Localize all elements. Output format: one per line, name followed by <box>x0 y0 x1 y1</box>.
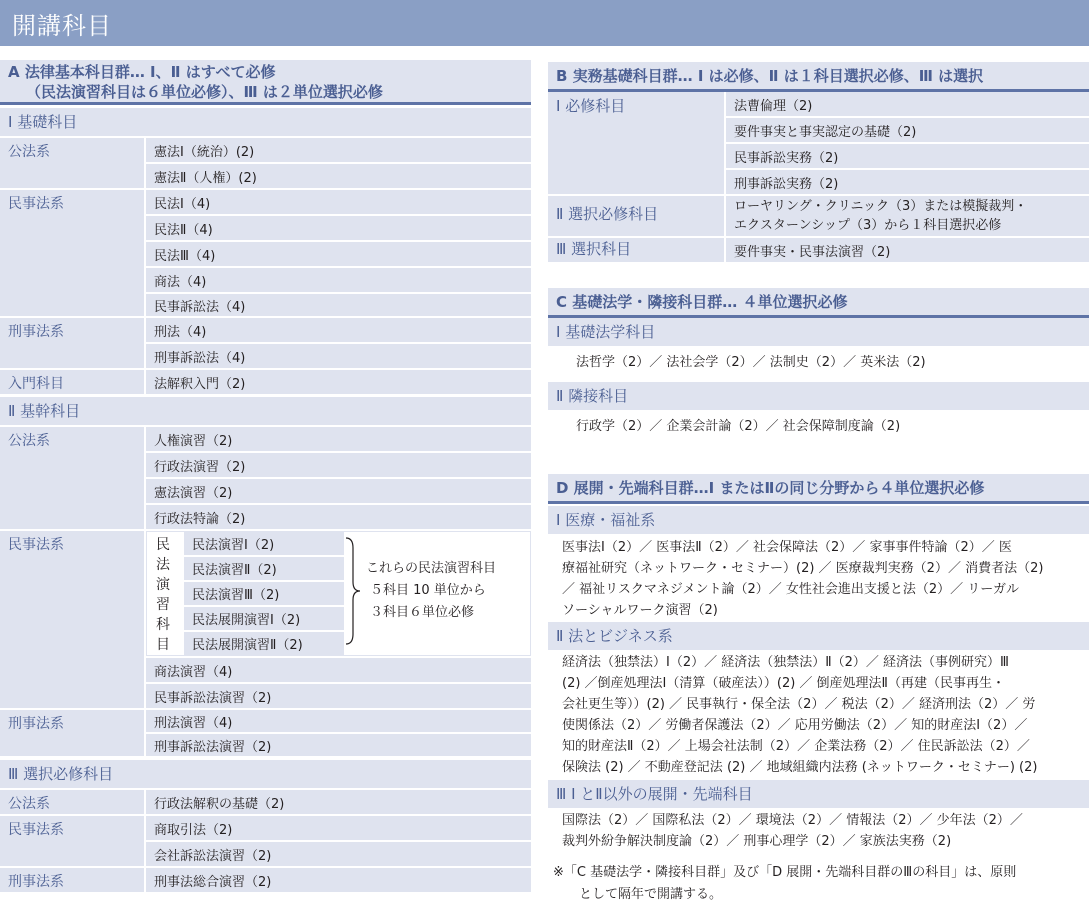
minpo-seminar-item: 民法演習Ⅰ（2) <box>184 532 344 555</box>
course-item-multiline <box>726 196 1089 236</box>
course-list: 法哲学（2）／ 法社会学（2）／ 法制史（2）／ 英米法（2) <box>576 355 926 370</box>
course-item: 法曹倫理（2) <box>726 92 1089 116</box>
subsection-business: Ⅱ 法とビジネス系 <box>548 622 1089 650</box>
course-line: エクスターンシップ（3）から１科目選択必修 <box>734 218 1002 233</box>
minpo-seminar-item: 民法展開演習Ⅰ（2) <box>184 607 344 630</box>
category-criminal-law: 刑事法系 <box>0 868 144 892</box>
category-elective: Ⅲ 選択科目 <box>548 238 724 262</box>
category-required: Ⅰ 必修科目 <box>548 92 724 194</box>
subsection-adjacent: Ⅱ 隣接科目 <box>548 382 1089 410</box>
footnote-line: ※「C 基礎法学・隣接科目群」及び「D 展開・先端科目群のⅢの科目」は、原則 <box>553 865 1017 880</box>
category-civil-law: 民事法系 <box>0 816 144 866</box>
course-list <box>554 810 1089 852</box>
minpo-seminar-note <box>366 558 531 624</box>
page-header <box>0 0 1089 46</box>
minpo-seminar-item: 民法展開演習Ⅱ（2) <box>184 632 344 655</box>
course-item: 民法Ⅱ（4) <box>146 216 531 240</box>
course-item: 刑事訴訟実務（2) <box>726 170 1089 194</box>
note-line: ３科目６単位必修 <box>370 605 475 620</box>
course-item: 商法（4) <box>146 268 531 292</box>
course-line: ローヤリング・クリニック（3）または模擬裁判・ <box>734 199 1028 214</box>
minpo-seminar-item: 民法演習Ⅱ（2) <box>184 557 344 580</box>
course-item: 憲法演習（2) <box>146 479 531 503</box>
note-line: ５科目 10 単位から <box>370 583 486 598</box>
course-line: 国際法（2）／ 国際私法（2）／ 環境法（2）／ 情報法（2）／ 少年法（2）／ <box>562 813 1023 828</box>
category-criminal-law: 刑事法系 <box>0 710 144 756</box>
course-item: 商法演習（4) <box>146 658 531 682</box>
course-item: 憲法Ⅱ（人権）(2) <box>146 164 531 188</box>
group-b-title: B 実務基礎科目群… Ⅰ は必修、Ⅱ は１科目選択必修、Ⅲ は選択 <box>548 62 1089 90</box>
course-item: 商取引法（2) <box>146 816 531 840</box>
subsection-core: Ⅱ 基幹科目 <box>0 397 531 425</box>
course-item: 民法Ⅲ（4) <box>146 242 531 266</box>
subsection-basic-law: Ⅰ 基礎法学科目 <box>548 318 1089 346</box>
subsection-medical: Ⅰ 医療・福祉系 <box>548 506 1089 534</box>
course-line: 知的財産法Ⅱ（2）／ 上場会社法制（2）／ 企業法務（2）／ 住民訴訟法（2）／ <box>562 739 1030 754</box>
course-item: 会社訴訟法演習（2) <box>146 842 531 866</box>
divider <box>0 102 531 105</box>
course-item: 要件事実・民事法演習（2) <box>726 238 1089 262</box>
course-line: 裁判外紛争解決制度論（2）／ 刑事心理学（2）／ 家族法実務（2) <box>562 834 952 849</box>
course-item: 刑法（4) <box>146 318 531 342</box>
category-civil-law: 民事法系 <box>0 190 144 316</box>
course-item: 民法Ⅰ（4) <box>146 190 531 214</box>
category-public-law: 公法系 <box>0 138 144 188</box>
course-item: 人権演習（2) <box>146 427 531 451</box>
group-a-title-line1: A 法律基本科目群… Ⅰ、Ⅱ はすべて必修 <box>8 63 276 81</box>
subsection-required-elective: Ⅲ 選択必修科目 <box>0 760 531 788</box>
course-line: 会社更生等））(2) ／ 民事執行・保全法（2）／ 税法（2）／ 経済刑法（2）／ 労 <box>562 697 1036 712</box>
category-public-law: 公法系 <box>0 790 144 814</box>
category-criminal-law: 刑事法系 <box>0 318 144 368</box>
page-title: 開講科目 <box>12 12 112 40</box>
course-item: 民事訴訟法（4) <box>146 294 531 316</box>
course-item: 行政法解釈の基礎（2) <box>146 790 531 814</box>
course-item: 刑事訴訟法（4) <box>146 344 531 368</box>
course-item: 法解釈入門（2) <box>146 370 531 394</box>
group-a-title-line2: （民法演習科目は６単位必修）、Ⅲ は２単位選択必修 <box>26 83 383 101</box>
course-line: (2) ／倒産処理法Ⅰ（清算（破産法））(2) ／ 倒産処理法Ⅱ（再建（民事再生・ <box>562 676 1005 691</box>
course-item: 刑法演習（4) <box>146 710 531 732</box>
category-public-law: 公法系 <box>0 427 144 529</box>
curly-brace <box>344 536 362 646</box>
group-d-title: D 展開・先端科目群…Ⅰ またはⅡの同じ分野から４単位選択必修 <box>548 474 1089 502</box>
course-item: 要件事実と事実認定の基礎（2) <box>726 118 1089 142</box>
course-list <box>554 537 1089 621</box>
footnote <box>553 862 1089 906</box>
course-item: 憲法Ⅰ（統治）(2) <box>146 138 531 162</box>
course-line: ソーシャルワーク演習（2) <box>562 603 718 618</box>
group-c-title: C 基礎法学・隣接科目群… ４単位選択必修 <box>548 288 1089 316</box>
divider <box>548 501 1089 504</box>
minpo-seminar-label: 民法演習科目 <box>156 537 170 653</box>
subsection-other: Ⅲ Ⅰ とⅡ以外の展開・先端科目 <box>548 780 1089 808</box>
course-line: 使関係法（2）／ 労働者保護法（2）／ 応用労働法（2）／ 知的財産法Ⅰ（2）／ <box>562 718 1028 733</box>
course-item: 民事訴訟実務（2) <box>726 144 1089 168</box>
subsection-basic: Ⅰ 基礎科目 <box>0 108 531 136</box>
minpo-seminar-item: 民法演習Ⅲ（2) <box>184 582 344 605</box>
course-line: ／ 福祉リスクマネジメント論（2）／ 女性社会進出支援と法（2）／ リーガル <box>562 582 1020 597</box>
group-a-title <box>0 60 531 102</box>
category-civil-law: 民事法系 <box>0 531 144 708</box>
category-required-elective: Ⅱ 選択必修科目 <box>548 196 724 236</box>
category-intro: 入門科目 <box>0 370 144 394</box>
course-item: 民事訴訟法演習（2) <box>146 684 531 708</box>
course-line: 経済法（独禁法）Ⅰ（2）／ 経済法（独禁法）Ⅱ（2）／ 経済法（事例研究）Ⅲ <box>562 655 1010 670</box>
course-line: 保険法 (2) ／ 不動産登記法 (2) ／ 地域組織内法務 (ネットワーク・セミナー) (2) <box>562 760 1038 775</box>
course-line: 医事法Ⅰ（2）／ 医事法Ⅱ（2）／ 社会保障法（2）／ 家事事件特論（2）／ 医 <box>562 540 1012 555</box>
course-line: 療福祉研究（ネットワーク・セミナー）(2) ／ 医療裁判実務（2）／ 消費者法（2) <box>562 561 1044 576</box>
course-item: 行政法特論（2) <box>146 505 531 529</box>
note-line: これらの民法演習科目 <box>366 561 497 576</box>
course-list: 行政学（2）／ 企業会計論（2）／ 社会保障制度論（2) <box>576 419 901 434</box>
footnote-line: として隔年で開講する。 <box>579 887 723 902</box>
course-list <box>554 652 1089 778</box>
course-item: 刑事法総合演習（2) <box>146 868 531 892</box>
course-item: 刑事訴訟法演習（2) <box>146 734 531 756</box>
course-item: 行政法演習（2) <box>146 453 531 477</box>
